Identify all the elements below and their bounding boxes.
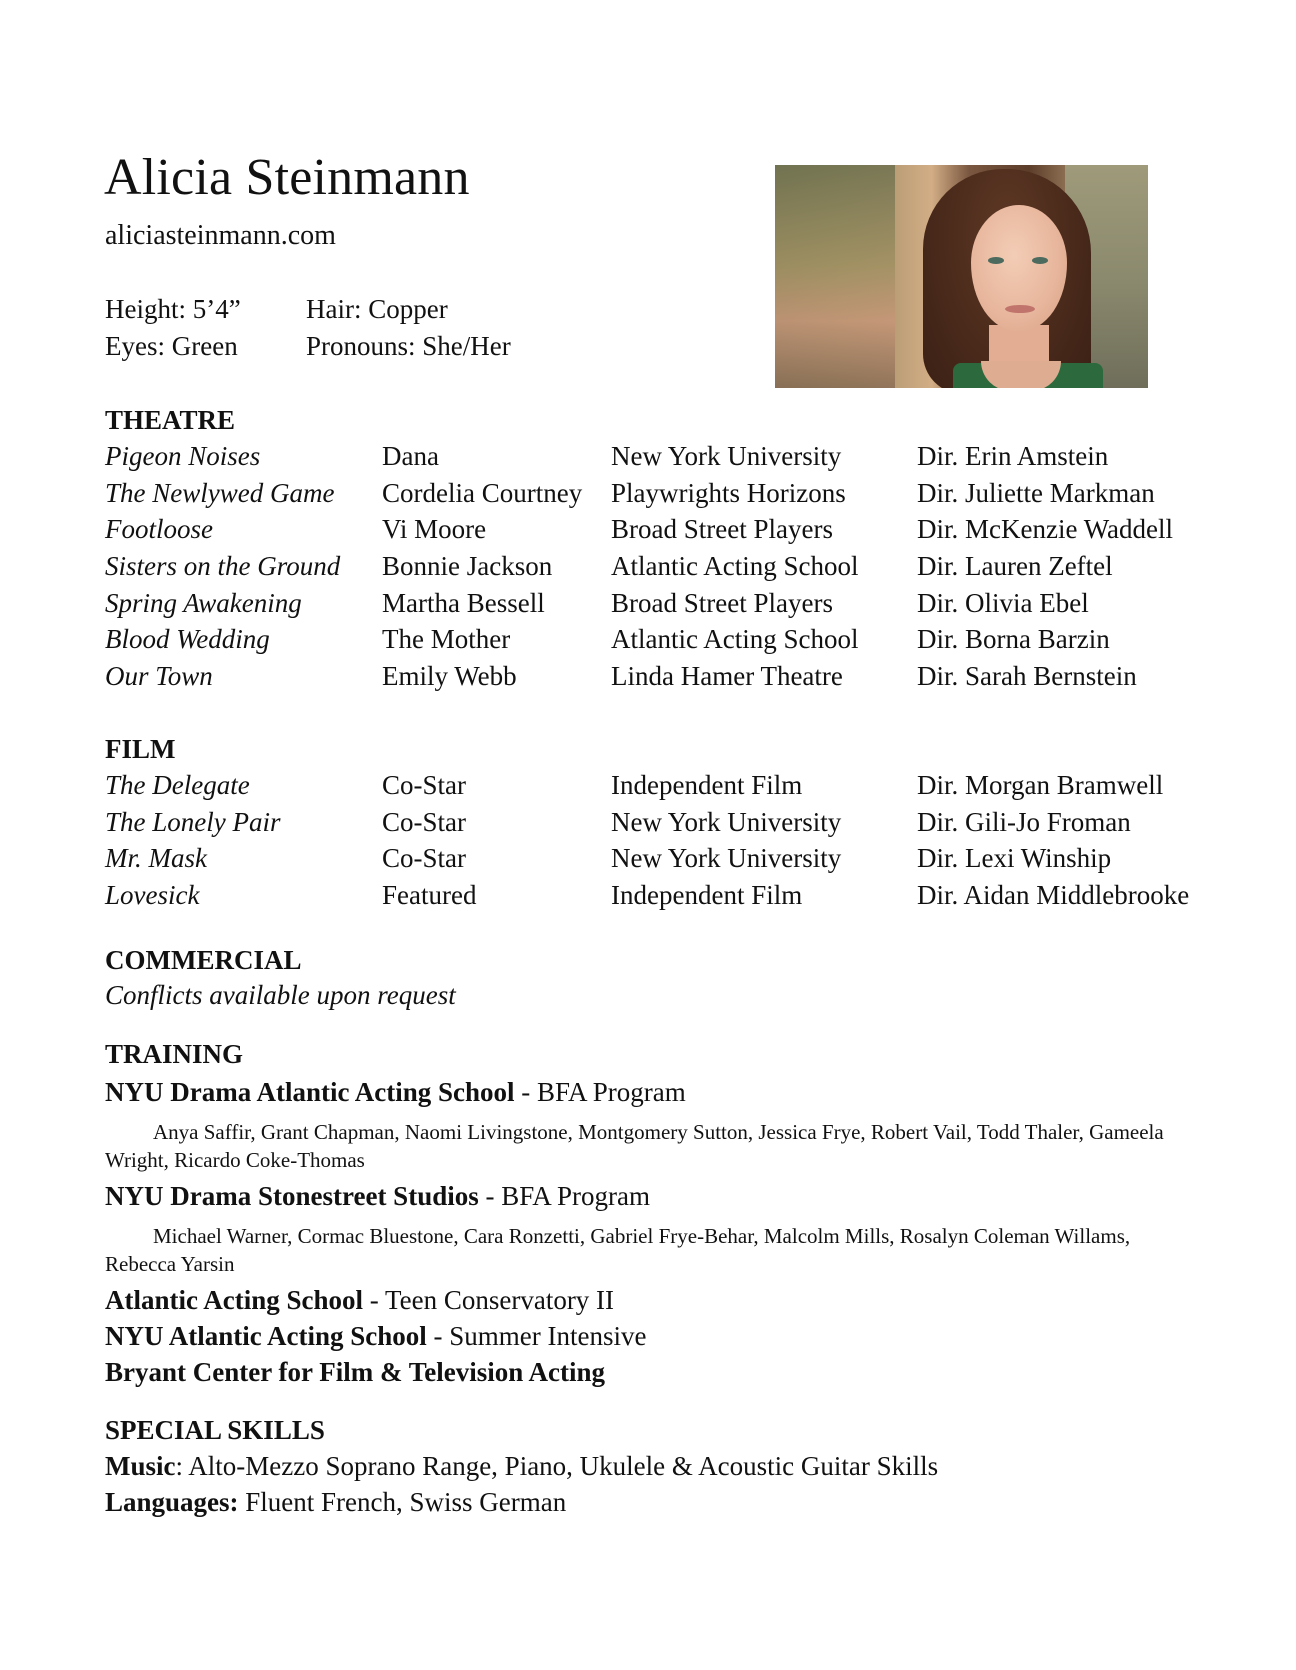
languages-label: Languages: bbox=[105, 1487, 239, 1517]
skills-list bbox=[105, 1448, 938, 1520]
film-row bbox=[105, 877, 1225, 914]
credit-director: Dir. Lexi Winship bbox=[917, 843, 1112, 874]
languages-value: Fluent French, Swiss German bbox=[238, 1487, 567, 1517]
theatre-row bbox=[105, 621, 1225, 658]
training-program: - Teen Conservatory II bbox=[363, 1285, 615, 1315]
training-heading: TRAINING bbox=[105, 1039, 244, 1069]
theatre-row bbox=[105, 658, 1225, 695]
credit-director: Dir. Erin Amstein bbox=[917, 441, 1109, 471]
credit-title: Lovesick bbox=[105, 880, 200, 911]
credit-venue: Broad Street Players bbox=[611, 587, 833, 618]
credit-venue: Broad Street Players bbox=[611, 514, 833, 545]
training-program: - BFA Program bbox=[478, 1181, 650, 1211]
website-link[interactable]: aliciasteinmann.com bbox=[105, 220, 336, 251]
theatre-row bbox=[105, 475, 1225, 512]
training-program: - BFA Program bbox=[514, 1077, 686, 1107]
pronouns-stat: Pronouns: She/Her bbox=[306, 331, 511, 361]
credit-title: Spring Awakening bbox=[105, 587, 302, 618]
theatre-row bbox=[105, 585, 1225, 622]
credit-director: Dir. Borna Barzin bbox=[917, 624, 1110, 655]
credit-title: Blood Wedding bbox=[105, 624, 270, 655]
credit-role: Emily Webb bbox=[382, 661, 517, 692]
credit-venue: Atlantic Acting School bbox=[611, 551, 859, 582]
languages-skill bbox=[105, 1484, 938, 1520]
credit-title: The Newlywed Game bbox=[105, 477, 335, 508]
credit-title: Pigeon Noises bbox=[105, 441, 261, 471]
credit-role: Martha Bessell bbox=[382, 587, 545, 618]
film-heading: FILM bbox=[105, 734, 176, 764]
credit-director: Dir. Olivia Ebel bbox=[917, 587, 1089, 618]
actor-stats bbox=[105, 291, 511, 365]
credit-role: Featured bbox=[382, 880, 477, 911]
eyes-stat: Eyes: Green bbox=[105, 331, 238, 361]
credit-role: Co-Star bbox=[382, 806, 466, 837]
music-value: : Alto-Mezzo Soprano Range, Piano, Ukulele & Acoustic Guitar Skills bbox=[175, 1451, 939, 1481]
credit-director: Dir. Juliette Markman bbox=[917, 477, 1155, 508]
hair-stat: Hair: Copper bbox=[306, 294, 448, 324]
credit-title: The Lonely Pair bbox=[105, 806, 281, 837]
credit-title: Our Town bbox=[105, 661, 213, 692]
headshot-photo bbox=[775, 165, 1148, 388]
training-item bbox=[105, 1354, 1205, 1390]
credit-director: Dir. Sarah Bernstein bbox=[917, 661, 1137, 692]
theatre-credits bbox=[105, 438, 1225, 695]
training-program: - Summer Intensive bbox=[426, 1321, 647, 1351]
credit-title: Sisters on the Ground bbox=[105, 551, 341, 582]
credit-title: Footloose bbox=[105, 514, 213, 545]
credit-director: Dir. Lauren Zeftel bbox=[917, 551, 1113, 582]
training-school: Bryant Center for Film & Television Acting bbox=[105, 1357, 605, 1387]
training-school: NYU Drama Stonestreet Studios bbox=[105, 1181, 479, 1211]
commercial-heading: COMMERCIAL bbox=[105, 945, 302, 975]
training-school: Atlantic Acting School bbox=[105, 1285, 364, 1315]
training-item bbox=[105, 1178, 1205, 1214]
credit-role: Cordelia Courtney bbox=[382, 477, 583, 508]
credit-director: Dir. Morgan Bramwell bbox=[917, 770, 1164, 800]
credit-venue: Playwrights Horizons bbox=[611, 477, 846, 508]
training-teachers: Michael Warner, Cormac Bluestone, Cara Ronzetti, Gabriel Frye-Behar, Malcolm Mills, Rosalyn Coleman Willams, Rebecca Yarsin bbox=[105, 1224, 1131, 1276]
credit-director: Dir. Gili-Jo Froman bbox=[917, 806, 1131, 837]
training-item bbox=[105, 1282, 1205, 1318]
film-row bbox=[105, 840, 1225, 877]
credit-director: Dir. Aidan Middlebrooke bbox=[917, 880, 1190, 911]
credit-role: Co-Star bbox=[382, 843, 466, 874]
credit-role: Dana bbox=[382, 441, 439, 471]
credit-venue: New York University bbox=[611, 441, 842, 471]
credit-venue: Independent Film bbox=[611, 880, 803, 911]
theatre-row bbox=[105, 511, 1225, 548]
credit-venue: New York University bbox=[611, 806, 842, 837]
skills-heading: SPECIAL SKILLS bbox=[105, 1415, 325, 1445]
credit-venue: Atlantic Acting School bbox=[611, 624, 859, 655]
training-teachers: Anya Saffir, Grant Chapman, Naomi Livingstone, Montgomery Sutton, Jessica Frye, Robert Vail, Todd Thaler, Gameela Wright, Ricardo Coke-Thomas bbox=[105, 1120, 1164, 1172]
music-label: Music bbox=[105, 1451, 176, 1481]
theatre-heading: THEATRE bbox=[105, 405, 236, 435]
music-skill bbox=[105, 1448, 938, 1484]
theatre-row bbox=[105, 438, 1225, 475]
commercial-note: Conflicts available upon request bbox=[105, 980, 456, 1010]
film-row bbox=[105, 804, 1225, 841]
height-stat: Height: 5’4” bbox=[105, 294, 241, 324]
actor-name: Alicia Steinmann bbox=[104, 149, 470, 206]
training-item bbox=[105, 1074, 1205, 1110]
training-list bbox=[105, 1074, 1205, 1390]
training-school: NYU Atlantic Acting School bbox=[105, 1321, 427, 1351]
credit-role: Co-Star bbox=[382, 770, 466, 800]
credit-title: The Delegate bbox=[105, 770, 250, 800]
credit-title: Mr. Mask bbox=[105, 843, 207, 874]
credit-role: The Mother bbox=[382, 624, 511, 655]
credit-director: Dir. McKenzie Waddell bbox=[917, 514, 1173, 545]
credit-venue: Linda Hamer Theatre bbox=[611, 661, 843, 692]
training-item bbox=[105, 1318, 1205, 1354]
credit-role: Vi Moore bbox=[382, 514, 487, 545]
film-credits bbox=[105, 767, 1225, 914]
theatre-row bbox=[105, 548, 1225, 585]
credit-venue: New York University bbox=[611, 843, 842, 874]
credit-role: Bonnie Jackson bbox=[382, 551, 553, 582]
training-school: NYU Drama Atlantic Acting School bbox=[105, 1077, 515, 1107]
film-row bbox=[105, 767, 1225, 804]
credit-venue: Independent Film bbox=[611, 770, 803, 800]
